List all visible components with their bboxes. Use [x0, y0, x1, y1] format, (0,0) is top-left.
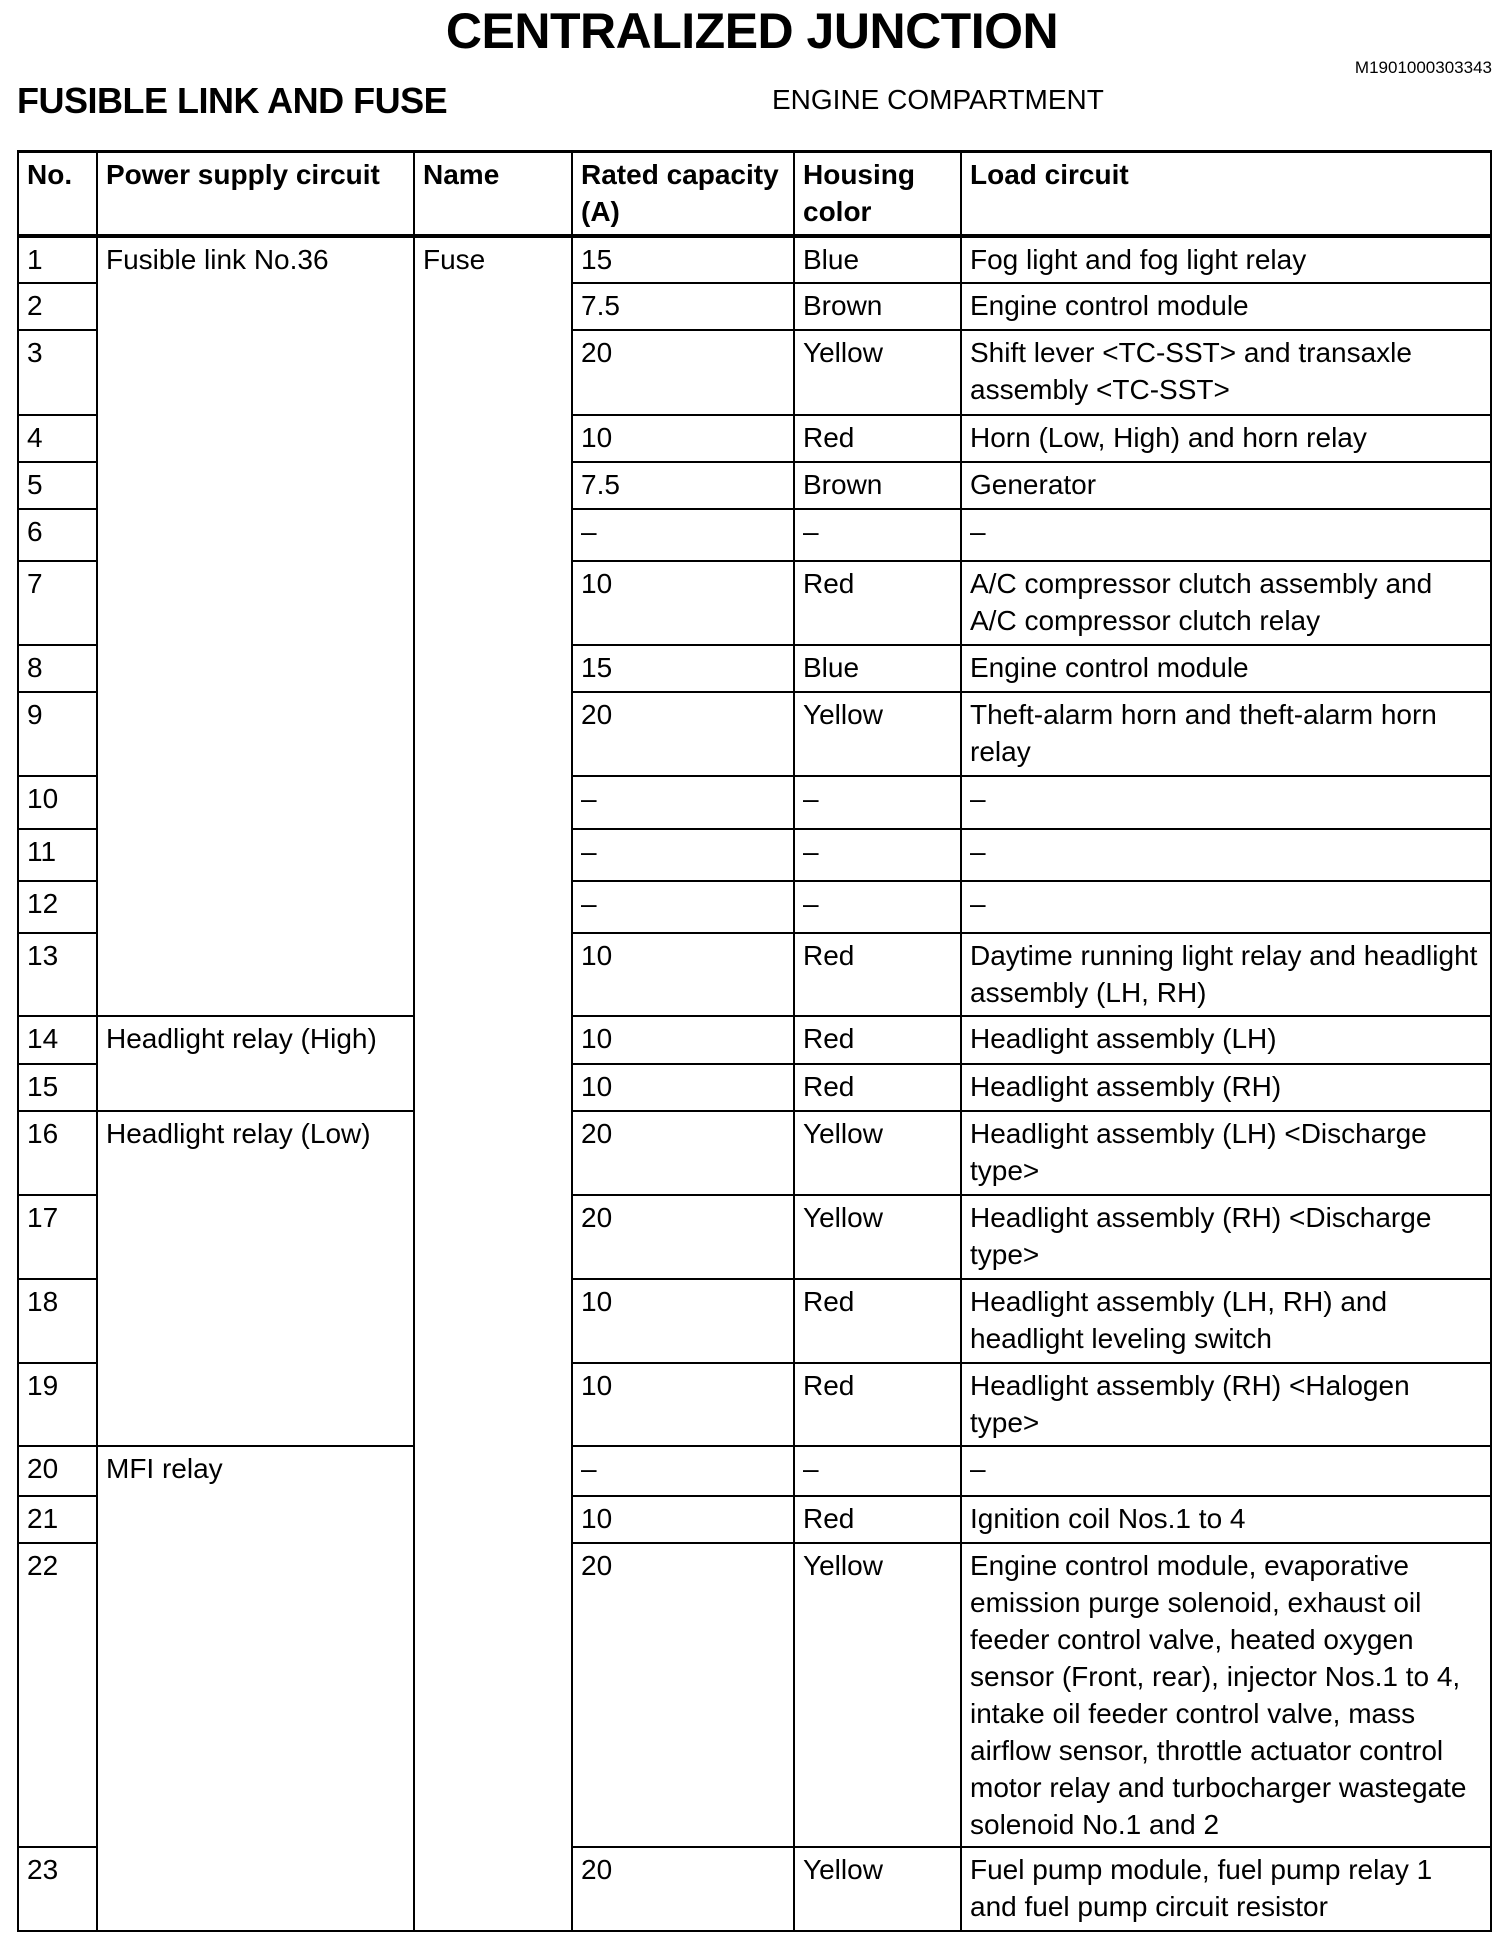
- cell-no: 8: [18, 645, 97, 692]
- cell-rated-capacity: 20: [572, 1847, 794, 1931]
- cell-load-circuit: Engine control module: [961, 645, 1491, 692]
- cell-load-circuit: A/C compressor clutch assembly and A/C compressor clutch relay: [961, 561, 1491, 645]
- cell-load-circuit: Headlight assembly (RH) <Halogen type>: [961, 1363, 1491, 1446]
- cell-load-circuit: Ignition coil Nos.1 to 4: [961, 1496, 1491, 1543]
- cell-rated-capacity: 20: [572, 1543, 794, 1847]
- cell-no: 5: [18, 462, 97, 509]
- cell-no: 4: [18, 415, 97, 462]
- cell-no: 6: [18, 509, 97, 561]
- cell-housing-color: Red: [794, 561, 961, 645]
- cell-rated-capacity: –: [572, 776, 794, 829]
- cell-housing-color: Brown: [794, 462, 961, 509]
- cell-housing-color: Red: [794, 415, 961, 462]
- cell-housing-color: –: [794, 509, 961, 561]
- cell-no: 19: [18, 1363, 97, 1446]
- cell-no: 18: [18, 1279, 97, 1363]
- header-no: No.: [18, 152, 97, 236]
- cell-no: 16: [18, 1111, 97, 1195]
- cell-rated-capacity: 10: [572, 1279, 794, 1363]
- cell-no: 7: [18, 561, 97, 645]
- cell-load-circuit: Engine control module: [961, 283, 1491, 330]
- cell-rated-capacity: 7.5: [572, 283, 794, 330]
- cell-load-circuit: Headlight assembly (RH): [961, 1064, 1491, 1111]
- cell-rated-capacity: 10: [572, 1496, 794, 1543]
- cell-load-circuit: Fuel pump module, fuel pump relay 1 and fuel pump circuit resistor: [961, 1847, 1491, 1931]
- cell-no: 12: [18, 881, 97, 933]
- cell-housing-color: Yellow: [794, 1847, 961, 1931]
- cell-load-circuit: Horn (Low, High) and horn relay: [961, 415, 1491, 462]
- cell-rated-capacity: 15: [572, 236, 794, 283]
- cell-load-circuit: Headlight assembly (LH, RH) and headlight leveling switch: [961, 1279, 1491, 1363]
- cell-no: 15: [18, 1064, 97, 1111]
- cell-no: 1: [18, 236, 97, 283]
- cell-housing-color: –: [794, 776, 961, 829]
- subsection-title: ENGINE COMPARTMENT: [772, 84, 1104, 115]
- cell-power-supply: Headlight relay (High): [97, 1016, 414, 1111]
- cell-housing-color: Red: [794, 933, 961, 1016]
- cell-load-circuit: Generator: [961, 462, 1491, 509]
- header-power-supply: Power supply circuit: [97, 152, 414, 236]
- page-title: CENTRALIZED JUNCTION: [445, 3, 1059, 59]
- cell-no: 22: [18, 1543, 97, 1847]
- table-row: [18, 1446, 1491, 1496]
- header-rated-capacity: Rated capacity (A): [572, 152, 794, 236]
- cell-housing-color: Yellow: [794, 1195, 961, 1279]
- cell-rated-capacity: 20: [572, 692, 794, 776]
- cell-rated-capacity: 10: [572, 1363, 794, 1446]
- header-name: Name: [414, 152, 572, 236]
- cell-load-circuit: –: [961, 776, 1491, 829]
- document-id: M1901000303343: [1354, 58, 1492, 77]
- cell-housing-color: Red: [794, 1496, 961, 1543]
- cell-no: 21: [18, 1496, 97, 1543]
- cell-housing-color: Blue: [794, 236, 961, 283]
- table-row: [18, 1111, 1491, 1195]
- cell-housing-color: Red: [794, 1016, 961, 1064]
- cell-housing-color: Red: [794, 1064, 961, 1111]
- cell-housing-color: Red: [794, 1279, 961, 1363]
- cell-rated-capacity: 10: [572, 1016, 794, 1064]
- cell-rated-capacity: –: [572, 1446, 794, 1496]
- cell-load-circuit: Headlight assembly (LH): [961, 1016, 1491, 1064]
- cell-rated-capacity: –: [572, 509, 794, 561]
- table-header-row: [18, 152, 1491, 236]
- cell-no: 10: [18, 776, 97, 829]
- cell-rated-capacity: 10: [572, 933, 794, 1016]
- cell-rated-capacity: 10: [572, 415, 794, 462]
- cell-load-circuit: –: [961, 881, 1491, 933]
- cell-power-supply: Headlight relay (Low): [97, 1111, 414, 1446]
- cell-housing-color: Yellow: [794, 330, 961, 415]
- table-row: [18, 236, 1491, 283]
- cell-load-circuit: Daytime running light relay and headlight assembly (LH, RH): [961, 933, 1491, 1016]
- cell-rated-capacity: –: [572, 829, 794, 881]
- cell-load-circuit: Shift lever <TC-SST> and transaxle assembly <TC-SST>: [961, 330, 1491, 415]
- cell-no: 2: [18, 283, 97, 330]
- cell-no: 11: [18, 829, 97, 881]
- cell-housing-color: Brown: [794, 283, 961, 330]
- cell-no: 23: [18, 1847, 97, 1931]
- section-title: FUSIBLE LINK AND FUSE: [17, 80, 448, 121]
- cell-load-circuit: Headlight assembly (LH) <Discharge type>: [961, 1111, 1491, 1195]
- cell-housing-color: –: [794, 1446, 961, 1496]
- cell-rated-capacity: 10: [572, 1064, 794, 1111]
- cell-housing-color: Yellow: [794, 692, 961, 776]
- cell-rated-capacity: 10: [572, 561, 794, 645]
- fuse-table: [17, 150, 1492, 1932]
- table-row: [18, 1016, 1491, 1064]
- cell-no: 13: [18, 933, 97, 1016]
- cell-load-circuit: –: [961, 1446, 1491, 1496]
- cell-no: 9: [18, 692, 97, 776]
- cell-load-circuit: –: [961, 509, 1491, 561]
- cell-load-circuit: Fog light and fog light relay: [961, 236, 1491, 283]
- cell-power-supply: Fusible link No.36: [97, 236, 414, 1016]
- cell-rated-capacity: 20: [572, 1111, 794, 1195]
- cell-housing-color: Red: [794, 1363, 961, 1446]
- cell-load-circuit: –: [961, 829, 1491, 881]
- cell-housing-color: –: [794, 829, 961, 881]
- cell-load-circuit: Headlight assembly (RH) <Discharge type>: [961, 1195, 1491, 1279]
- cell-housing-color: Yellow: [794, 1543, 961, 1847]
- cell-no: 20: [18, 1446, 97, 1496]
- cell-no: 3: [18, 330, 97, 415]
- cell-rated-capacity: 15: [572, 645, 794, 692]
- cell-load-circuit: Theft-alarm horn and theft-alarm horn relay: [961, 692, 1491, 776]
- cell-rated-capacity: –: [572, 881, 794, 933]
- cell-housing-color: –: [794, 881, 961, 933]
- header-housing-color: Housing color: [794, 152, 961, 236]
- cell-rated-capacity: 7.5: [572, 462, 794, 509]
- header-load-circuit: Load circuit: [961, 152, 1491, 236]
- cell-housing-color: Blue: [794, 645, 961, 692]
- cell-housing-color: Yellow: [794, 1111, 961, 1195]
- cell-rated-capacity: 20: [572, 330, 794, 415]
- cell-name: Fuse: [414, 236, 572, 1931]
- cell-no: 14: [18, 1016, 97, 1064]
- cell-rated-capacity: 20: [572, 1195, 794, 1279]
- cell-load-circuit: Engine control module, evaporative emission purge solenoid, exhaust oil feeder control valve, heated oxygen sensor (Front, rear), injector Nos.1 to 4, intake oil feeder control valve, mass airflow sensor, throttle actuator control motor relay and turbocharger wastegate solenoid No.1 and 2: [961, 1543, 1491, 1847]
- cell-no: 17: [18, 1195, 97, 1279]
- cell-power-supply: MFI relay: [97, 1446, 414, 1931]
